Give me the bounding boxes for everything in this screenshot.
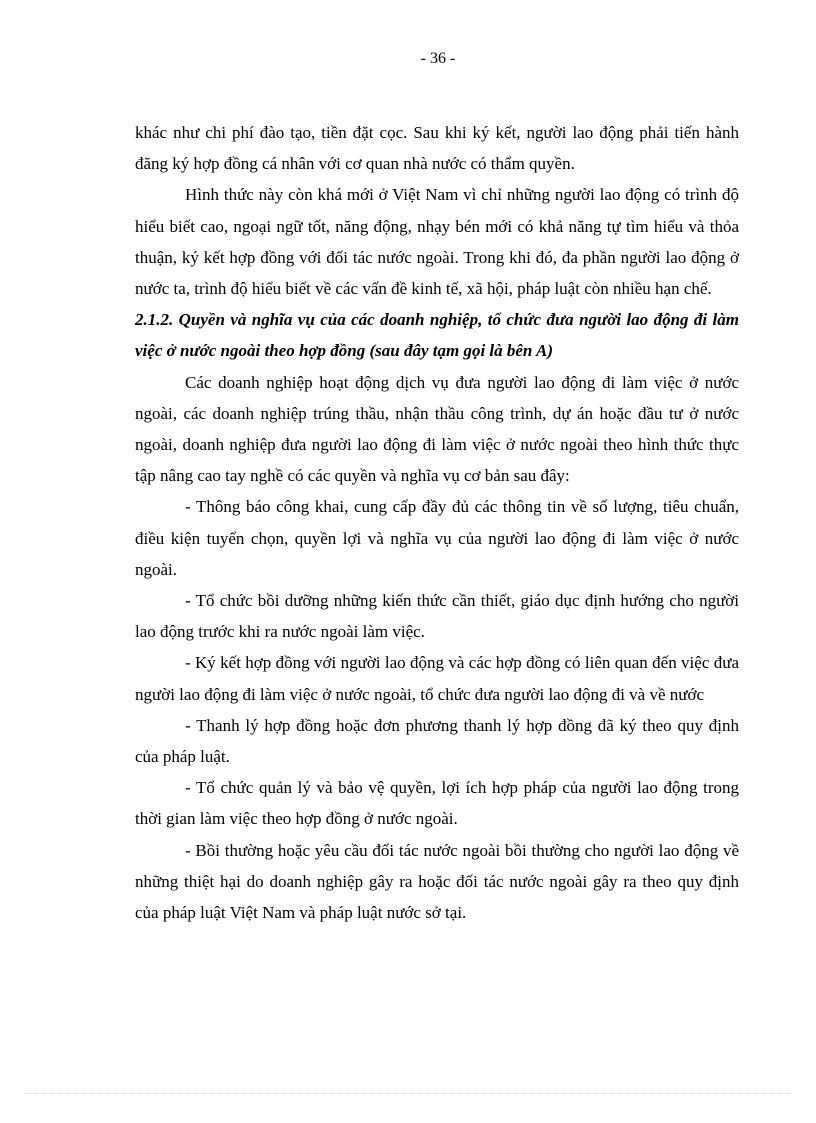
section-heading: 2.1.2. Quyền và nghĩa vụ của các doanh nghiệp, tổ chức đưa người lao động đi làm việc ở nước ngoài theo hợp đồng (sau đây tạm gọi là bên A) — [135, 310, 739, 361]
page-content — [135, 117, 739, 928]
page-number: - 36 - — [420, 50, 456, 67]
footer-divider — [25, 1093, 791, 1094]
list-item: - Thông báo công khai, cung cấp đầy đủ các thông tin về số lượng, tiêu chuẩn, điều kiện tuyển chọn, quyền lợi và nghĩa vụ của người lao động đi làm việc ở nước ngoài. — [135, 497, 739, 579]
list-item: - Tổ chức quản lý và bảo vệ quyền, lợi ích hợp pháp của người lao động trong thời gian làm việc theo hợp đồng ở nước ngoài. — [135, 778, 739, 829]
list-item: - Tổ chức bồi dưỡng những kiến thức cần thiết, giáo dục định hướng cho người lao động trước khi ra nước ngoài làm việc. — [135, 591, 739, 642]
list-item: - Thanh lý hợp đồng hoặc đơn phương thanh lý hợp đồng đã ký theo quy định của pháp luật. — [135, 715, 739, 767]
list-item: - Ký kết hợp đồng với người lao động và các hợp đồng có liên quan đến việc đưa người lao động đi làm việc ở nước ngoài, tổ chức đưa người lao động đi và về nước — [135, 653, 739, 704]
list-item: - Bồi thường hoặc yêu cầu đối tác nước ngoài bồi thường cho người lao động về những thiệt hại do doanh nghiệp gây ra hoặc đối tác nước ngoài gây ra theo quy định của pháp luật Việt Nam và pháp luật nước sở tại. — [135, 840, 739, 923]
paragraph: khác như chi phí đào tạo, tiền đặt cọc. Sau khi ký kết, người lao động phải tiến hành đăng ký hợp đồng cá nhân với cơ quan nhà nước có thẩm quyền. — [135, 123, 739, 174]
paragraph: Các doanh nghiệp hoạt động dịch vụ đưa người lao động đi làm việc ở nước ngoài, các doanh nghiệp trúng thầu, nhận thầu công trình, dự án hoặc đầu tư ở nước ngoài, doanh nghiệp đưa người lao động đi làm việc ở nước ngoài theo hình thức thực tập nâng cao tay nghề có các quyền và nghĩa vụ cơ bản sau đây: — [135, 372, 739, 486]
paragraph: Hình thức này còn khá mới ở Việt Nam vì chỉ những người lao động có trình độ hiểu biết cao, ngoại ngữ tốt, năng động, nhạy bén mới có khả năng tự tìm hiểu và thỏa thuận, ký kết hợp đồng với đối tác nước ngoài. Trong khi đó, đa phần người lao động ở nước ta, trình độ hiểu biết về các vấn đề kinh tế, xã hội, pháp luật còn nhiều hạn chế. — [135, 185, 739, 299]
